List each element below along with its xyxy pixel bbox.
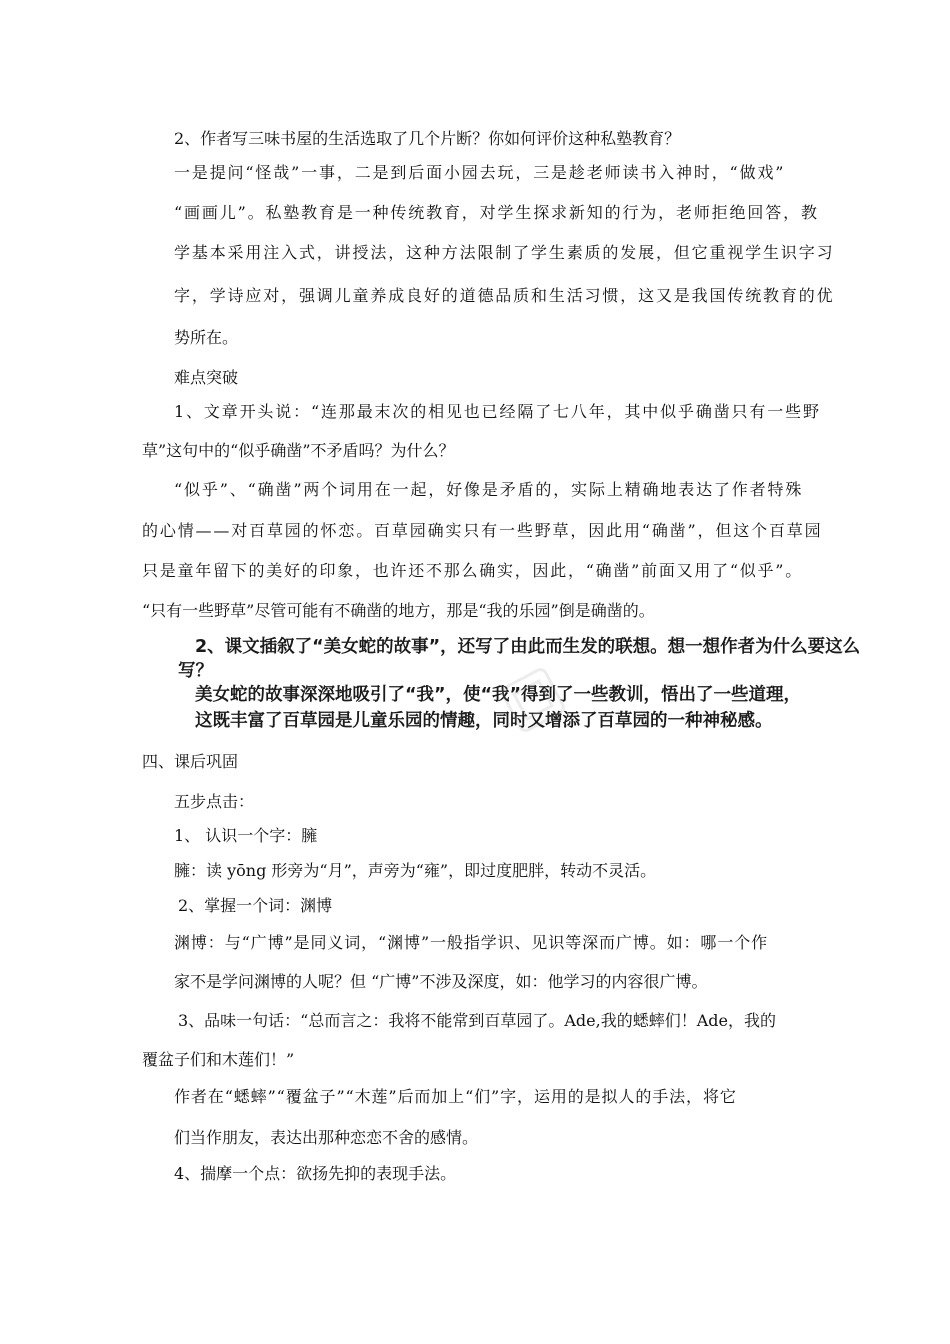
step-2-content-line-1: 渊博：与“广博”是同义词，“渊博”一般指学识、见识等深而广博。如：哪一个作 xyxy=(174,933,769,952)
answer-2-line-1: 一是提问“怪哉”一事，二是到后面小园去玩，三是趁老师读书入神时，“做戏” xyxy=(174,163,786,182)
section-heading-consolidation: 四、课后巩固 xyxy=(142,752,239,771)
difficulty-q1-line-1: 1、文章开头说：“连那最末次的相见也已经隔了七八年，其中似乎确凿只有一些野 xyxy=(174,402,821,421)
step-1-heading: 1、 认识一个字：臃 xyxy=(174,826,318,845)
five-steps-label: 五步点击： xyxy=(174,792,255,811)
difficulty-q1-line-2: 草”这句中的“似乎确凿”不矛盾吗？为什么？ xyxy=(142,441,455,460)
step-2-content-line-2: 家不是学问渊博的人呢？但 “广博”不涉及深度，如：他学习的内容很广博。 xyxy=(174,972,708,991)
step-3-heading-line-1: 3、品味一句话：“总而言之：我将不能常到百草园了。Ade,我的蟋蟀们！Ade，我的 xyxy=(178,1011,776,1030)
snake-answer-line-2: 这既丰富了百草园是儿童乐园的情趣，同时又增添了百草园的一种神秘感。 xyxy=(195,711,773,731)
difficulty-a1-line-1: “似乎”、“确凿”两个词用在一起，好像是矛盾的，实际上精确地表达了作者特殊 xyxy=(174,480,804,499)
answer-2-line-5: 势所在。 xyxy=(174,328,239,347)
answer-2-line-2: “画画儿”。私塾教育是一种传统教育，对学生探求新知的行为，老师拒绝回答，教 xyxy=(174,203,819,222)
difficulty-a1-line-2: 的心情——对百草园的怀恋。百草园确实只有一些野草，因此用“确凿”，但这个百草园 xyxy=(142,521,823,540)
snake-answer-line-1: 美女蛇的故事深深地吸引了“我”，使“我”得到了一些教训，悟出了一些道理， xyxy=(195,685,802,705)
step-3-content-line-1: 作者在“蟋蟀”“覆盆子”“木莲”后而加上“们”字，运用的是拟人的手法，将它 xyxy=(174,1087,737,1106)
answer-2-line-3: 学基本采用注入式，讲授法，这种方法限制了学生素质的发展，但它重视学生识字习 xyxy=(174,243,835,262)
step-1-content: 臃：读 yōng 形旁为“月”，声旁为“雍”，即过度肥胖，转动不灵活。 xyxy=(174,861,657,880)
answer-2-line-4: 字，学诗应对，强调儿童养成良好的道德品质和生活习惯，这又是我国传统教育的优 xyxy=(174,286,835,305)
snake-question-line-2: 写？ xyxy=(178,661,213,681)
step-2-heading: 2、掌握一个词：渊博 xyxy=(178,896,333,915)
question-2-heading: 2、作者写三味书屋的生活选取了几个片断？你如何评价这种私塾教育？ xyxy=(174,129,681,148)
step-3-heading-line-2: 覆盆子们和木莲们！” xyxy=(142,1050,295,1069)
step-3-content-line-2: 们当作朋友，表达出那种恋恋不舍的感情。 xyxy=(174,1128,479,1147)
difficulty-a1-line-4: “只有一些野草”尽管可能有不确凿的地方，那是“我的乐园”倒是确凿的。 xyxy=(142,601,655,620)
difficulty-a1-line-3: 只是童年留下的美好的印象，也许还不那么确实，因此，“确凿”前面又用了“似乎”。 xyxy=(142,561,803,580)
section-heading-difficulty: 难点突破 xyxy=(174,368,239,387)
snake-question-line-1: 2、课文插叙了“美女蛇的故事”，还写了由此而生发的联想。想一想作者为什么要这么 xyxy=(195,637,861,657)
step-4-heading: 4、揣摩一个点：欲扬先抑的表现手法。 xyxy=(174,1164,457,1183)
